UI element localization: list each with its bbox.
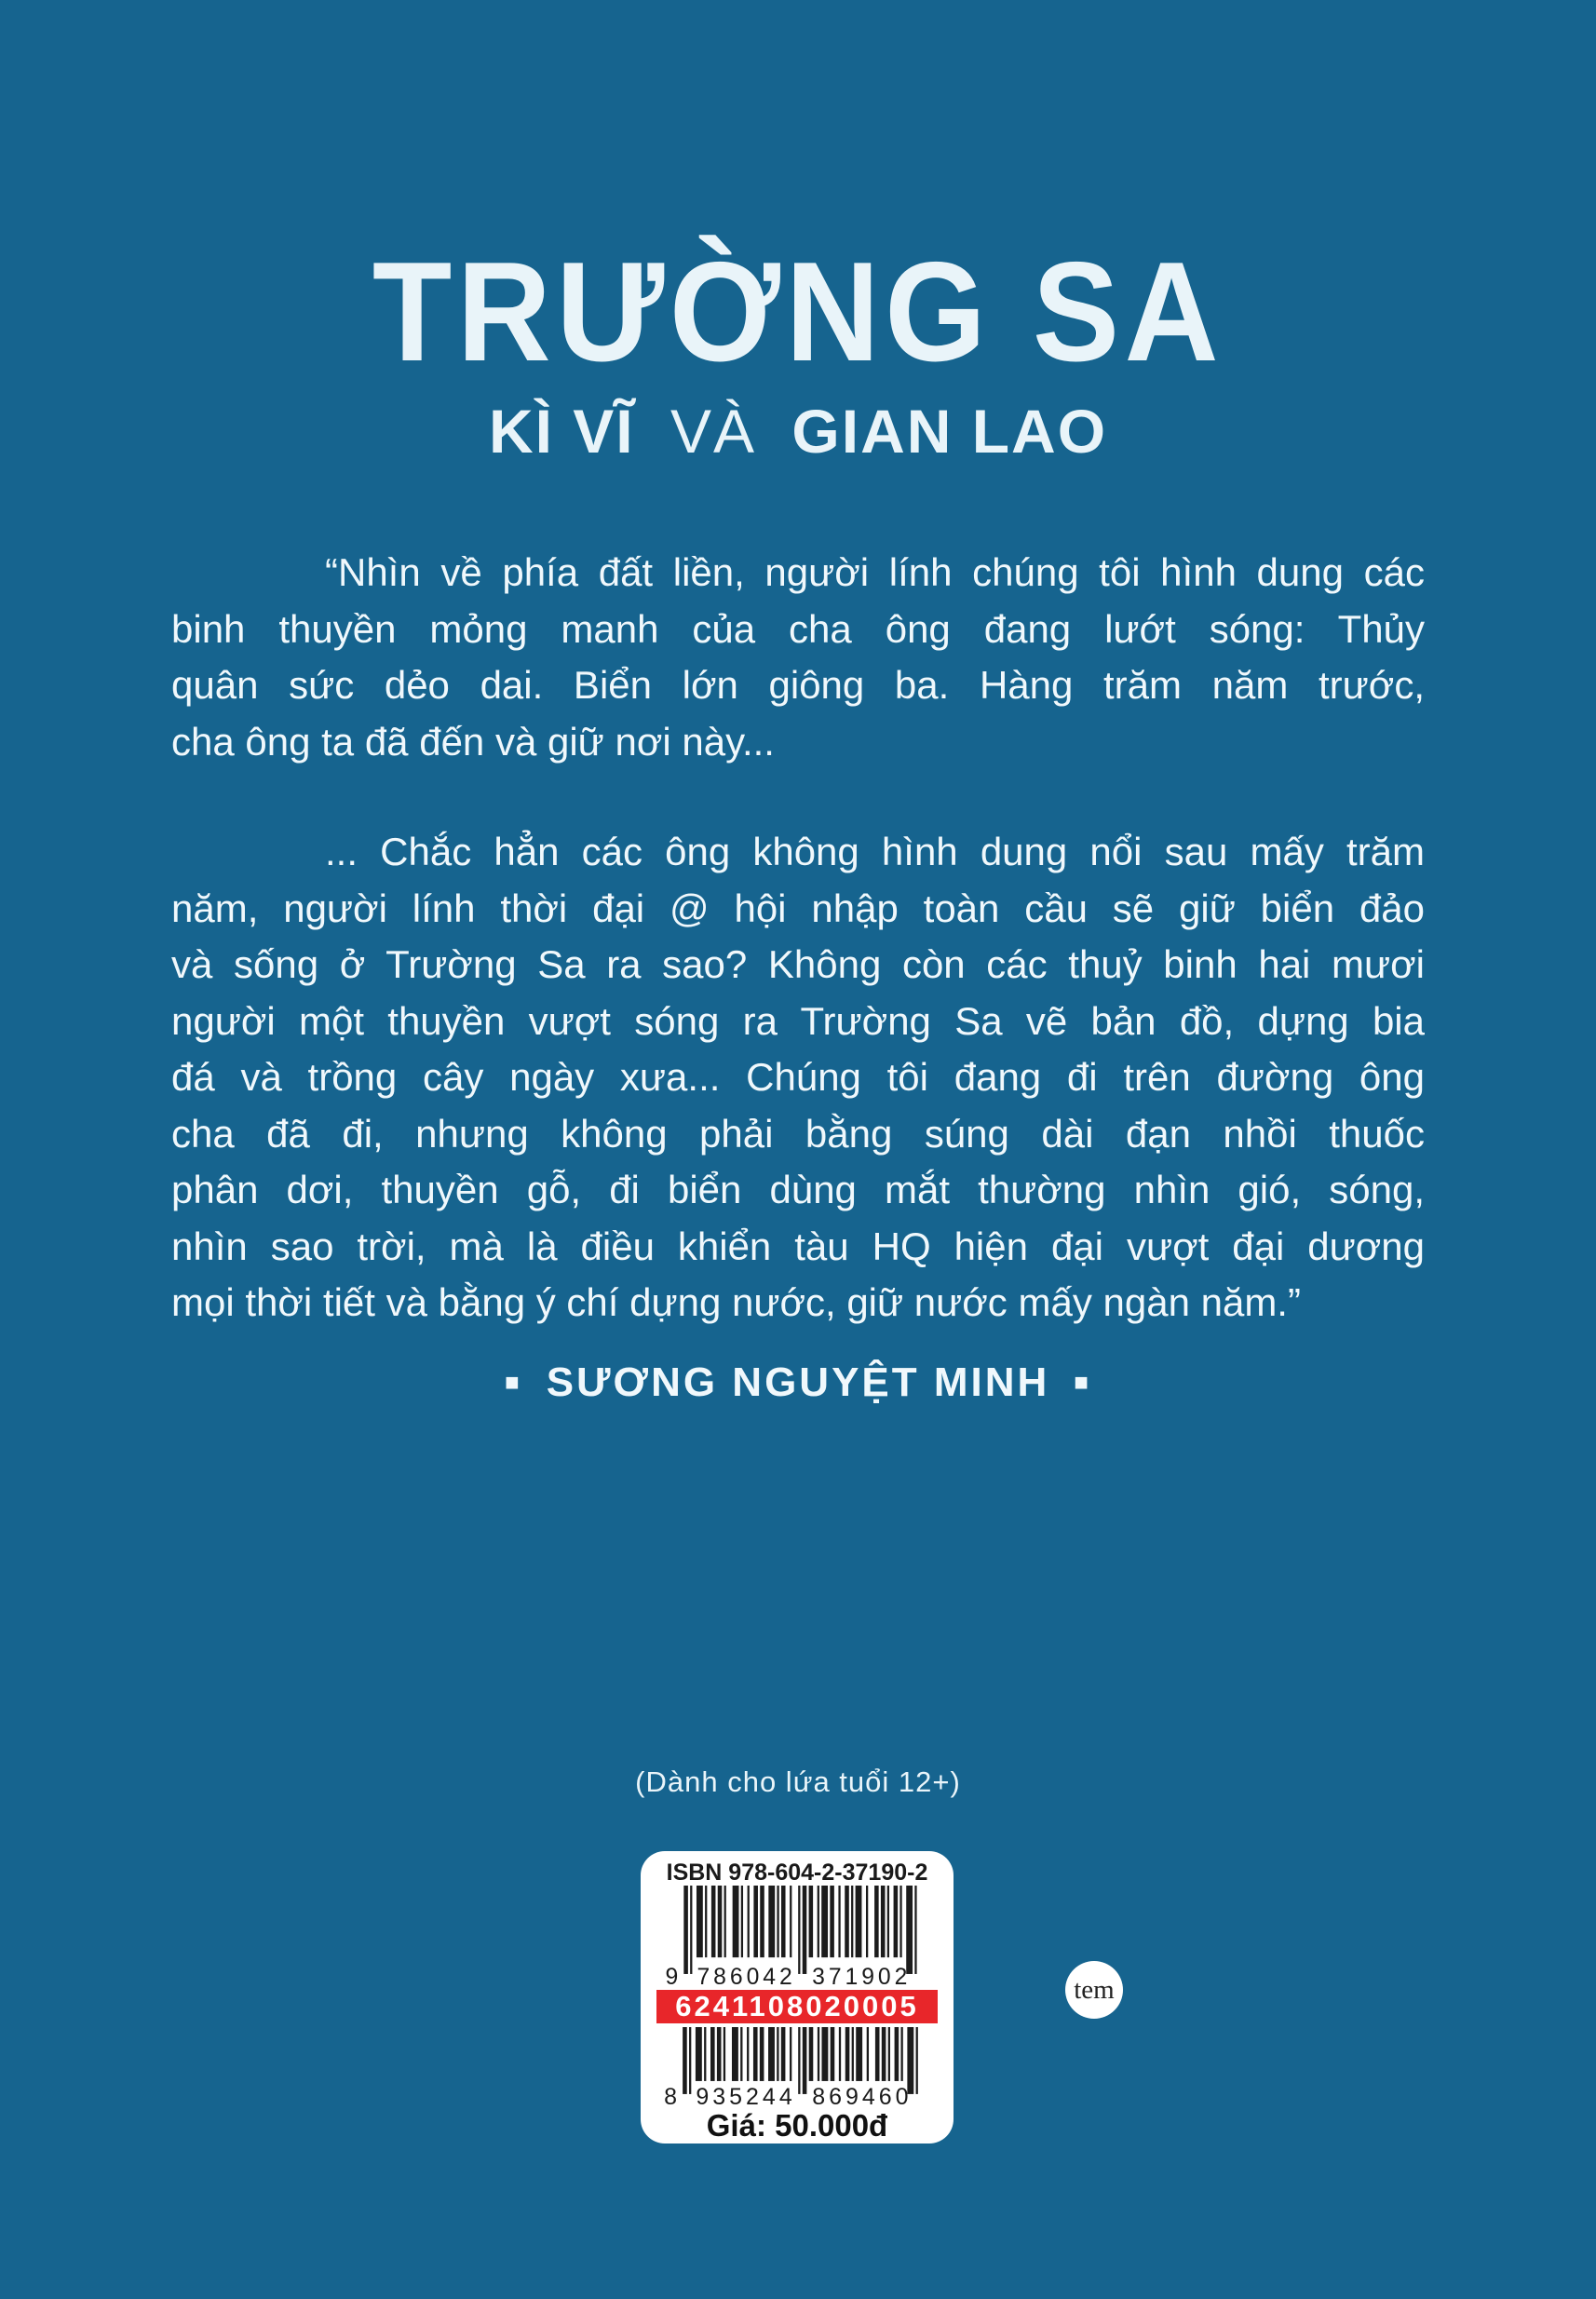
age-rating-note: (Dành cho lứa tuổi 12+) <box>635 1765 961 1798</box>
ean-barcode-top <box>656 1886 938 1987</box>
ean-bottom-lead-digit: 8 <box>664 2083 682 2107</box>
ean-bottom-group1: 935244 <box>696 2083 796 2107</box>
quote-line: người một thuyền vượt sóng ra Trường Sa vẽ bản đồ, dựng bia <box>171 998 1425 1043</box>
quote-line: “Nhìn về phía đất liền, người lính chúng tôi hình dung các <box>325 550 1425 594</box>
red-band-code: 6241108020005 <box>675 1989 919 2022</box>
author-name: SƯƠNG NGUYỆT MINH <box>546 1359 1050 1405</box>
quote-line: cha ông ta đã đến và giữ nơi này... <box>171 719 775 764</box>
back-cover-quote <box>171 545 1425 1332</box>
quote-line: quân sức dẻo dai. Biển lớn giông ba. Hàng trăm năm trước, <box>171 663 1425 707</box>
book-subtitle <box>0 397 1596 466</box>
ean-top-group2: 371902 <box>812 1964 912 1987</box>
ean-bottom-group2: 869460 <box>812 2083 913 2107</box>
isbn-label: ISBN 978-604-2-37190-2 <box>666 1859 928 1886</box>
quote-line: và sống ở Trường Sa ra sao? Không còn các thuỷ binh hai mươi <box>171 942 1425 986</box>
quote-line: ... Chắc hẳn các ông không hình dung nổi sau mấy trăm <box>325 830 1425 873</box>
ean-top-group1: 786042 <box>697 1964 796 1987</box>
book-title: TRƯỜNG SA <box>372 233 1224 391</box>
subtitle-part-3: GIAN LAO <box>791 397 1108 466</box>
quote-line: cha đã đi, nhưng không phải bằng súng dài đạn nhồi thuốc <box>171 1111 1425 1156</box>
subtitle-part-2: VÀ <box>670 397 757 466</box>
subtitle-part-1: KÌ VĨ <box>488 397 635 466</box>
barcode-panel <box>641 1851 954 2143</box>
quote-line: đá và trồng cây ngày xưa... Chúng tôi đang đi trên đường ông <box>171 1055 1425 1099</box>
quote-line: binh thuyền mỏng manh của cha ông đang lướt sóng: Thủy <box>171 606 1425 651</box>
quote-line: năm, người lính thời đại @ hội nhập toàn cầu sẽ giữ biển đảo <box>171 886 1425 930</box>
square-bullet-icon: ■ <box>1074 1368 1092 1396</box>
price-label: Giá: 50.000đ <box>706 2107 888 2143</box>
quote-line: phân dơi, thuyền gỗ, đi biển dùng mắt thường nhìn gió, sóng, <box>171 1168 1425 1211</box>
quote-line: nhìn sao trời, mà là điều khiển tàu HQ hiện đại vượt đại dương <box>171 1224 1425 1268</box>
red-code-band <box>656 1990 938 2023</box>
square-bullet-icon: ■ <box>504 1368 522 1396</box>
author-row <box>0 1359 1596 1406</box>
ean-barcode-bottom <box>656 2027 938 2107</box>
tem-stamp-label: tem <box>1074 1974 1115 2005</box>
quote-paragraph-2 <box>171 824 1425 1332</box>
ean-top-lead-digit: 9 <box>665 1964 683 1987</box>
quote-line: mọi thời tiết và bằng ý chí dựng nước, giữ nước mấy ngàn năm.” <box>171 1280 1301 1324</box>
quote-paragraph-1 <box>171 545 1425 770</box>
tem-stamp <box>1065 1961 1123 2019</box>
title-block <box>0 233 1596 466</box>
